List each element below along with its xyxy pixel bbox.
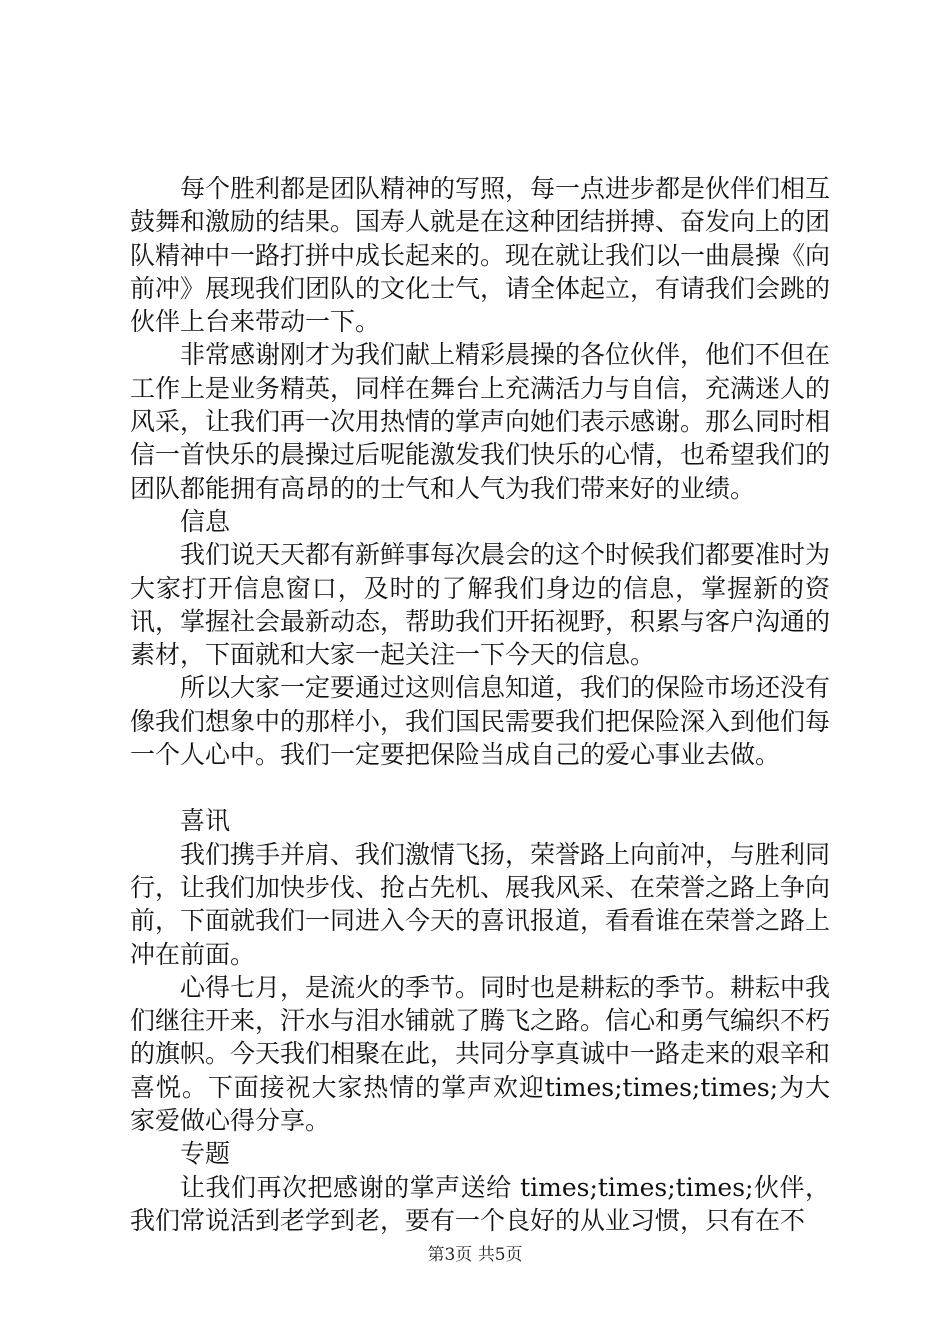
section-heading-news: 喜讯 [180, 806, 231, 836]
page-number-footer: 第3页 共5页 [427, 1245, 523, 1265]
paragraph-info-window: 我们说天天都有新鲜事每次晨会的这个时候我们都要准时为大家打开信息窗口，及时的了解我们身边的信息，掌握新的资讯，掌握社会最新动态，帮助我们开拓视野，积累与客户沟通的素材，下面就和大家一起关注一下今天的信息。 [130, 540, 831, 670]
paragraph-topic-thanks: 让我们再次把感谢的掌声送给 times;times;times;伙伴，我们常说活到老学到老，要有一个良好的从业习惯，只有在不 [130, 1172, 830, 1235]
blank-line [130, 771, 830, 804]
paragraph-insurance-market: 所以大家一定要通过这则信息知道，我们的保险市场还没有像我们想象中的那样小，我们国民需要我们把保险深入到他们每一个人心中。我们一定要把保险当成自己的爱心事业去做。 [130, 673, 831, 770]
section-heading-info: 信息 [180, 506, 231, 536]
document-body [130, 172, 830, 1237]
section-heading-topic: 专题 [180, 1139, 231, 1169]
paragraph-honor-road: 我们携手并肩、我们激情飞扬，荣誉路上向前冲，与胜利同行，让我们加快步伐、抢占先机、展我风采、在荣誉之路上争向前，下面就我们一同进入今天的喜讯报道，看看谁在荣誉之路上冲在前面。 [130, 839, 831, 969]
paragraph-team-spirit: 每个胜利都是团队精神的写照，每一点进步都是伙伴们相互鼓舞和激励的结果。国寿人就是在这种团结拼搏、奋发向上的团队精神中一路打拼中成长起来的。现在就让我们以一曲晨操《向前冲》展现我们团队的文化士气，请全体起立，有请我们会跳的伙伴上台来带动一下。 [130, 174, 831, 337]
paragraph-experience-sharing: 心得七月，是流火的季节。同时也是耕耘的季节。耕耘中我们继往开来，汗水与泪水铺就了腾飞之路。信心和勇气编织不朽的旗帜。今天我们相聚在此，共同分享真诚中一路走来的艰辛和喜悦。下面接祝大家热情的掌声欢迎times;times;times;为大家爱做心得分享。 [130, 972, 831, 1136]
paragraph-thanks-partners: 非常感谢刚才为我们献上精彩晨操的各位伙伴，他们不但在工作上是业务精英，同样在舞台上充满活力与自信，充满迷人的风采，让我们再一次用热情的掌声向她们表示感谢。那么同时相信一首快乐的晨操过后呢能激发我们快乐的心情，也希望我们的团队都能拥有高昂的的士气和人气为我们带来好的业绩。 [130, 340, 831, 503]
